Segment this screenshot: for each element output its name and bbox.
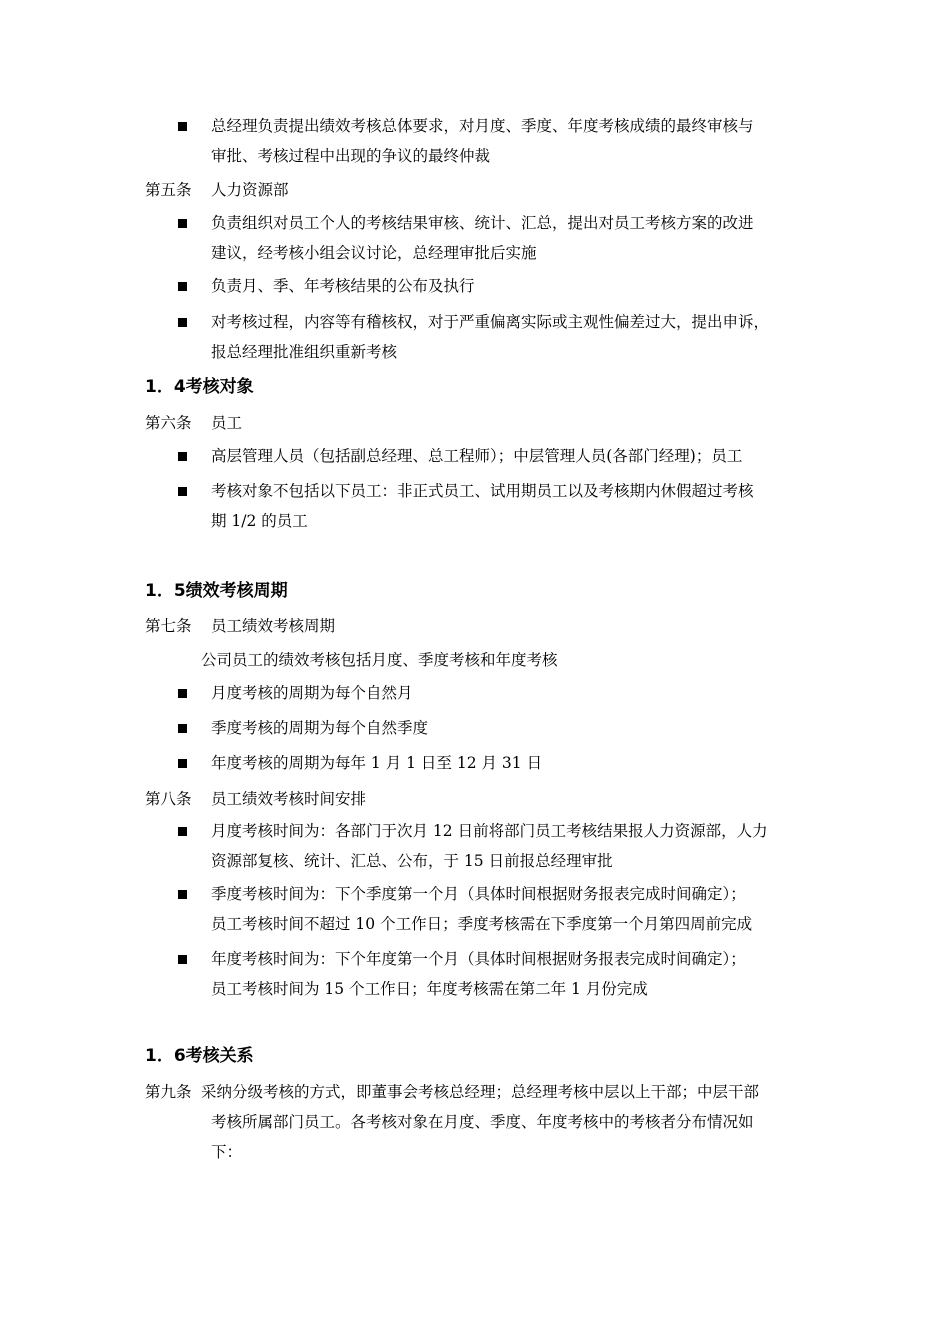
bullet-icon xyxy=(178,827,187,836)
article-label: 第九条 xyxy=(145,1083,192,1101)
paragraph-line: 负责组织对员工个人的考核结果审核、统计、汇总，提出对员工考核方案的改进 xyxy=(211,214,754,232)
paragraph-line: 季度考核的周期为每个自然季度 xyxy=(211,719,429,737)
bullet-icon xyxy=(178,955,187,964)
bullet-icon xyxy=(178,282,187,291)
section-heading: 1．4考核对象 xyxy=(145,377,254,397)
bullet-icon xyxy=(178,487,187,496)
paragraph-line: 对考核过程，内容等有稽核权，对于严重偏离实际或主观性偏差过大，提出申诉， xyxy=(211,313,770,331)
article-title: 员工绩效考核周期 xyxy=(211,617,336,635)
paragraph-line: 期 1/2 的员工 xyxy=(211,512,308,530)
paragraph-line: 员工考核时间为 15 个工作日；年度考核需在第二年 1 月份完成 xyxy=(211,980,648,998)
paragraph-line: 员工考核时间不超过 10 个工作日；季度考核需在下季度第一个月第四周前完成 xyxy=(211,915,753,933)
paragraph-line: 高层管理人员（包括副总经理、总工程师）；中层管理人员(各部门经理)；员工 xyxy=(211,447,743,465)
paragraph-line: 季度考核时间为：下个季度第一个月（具体时间根据财务报表完成时间确定）； xyxy=(211,885,746,903)
paragraph-line: 总经理负责提出绩效考核总体要求，对月度、季度、年度考核成绩的最终审核与 xyxy=(211,117,754,135)
paragraph-line: 月度考核的周期为每个自然月 xyxy=(211,684,413,702)
bullet-icon xyxy=(178,122,187,131)
paragraph-line: 年度考核的周期为每年 1 月 1 日至 12 月 31 日 xyxy=(211,754,543,772)
paragraph-line: 负责月、季、年考核结果的公布及执行 xyxy=(211,277,475,295)
paragraph-line: 月度考核时间为：各部门于次月 12 日前将部门员工考核结果报人力资源部，人力 xyxy=(211,822,768,840)
article-title: 员工 xyxy=(211,414,243,432)
paragraph-line: 报总经理批准组织重新考核 xyxy=(211,343,398,361)
section-heading: 1．6考核关系 xyxy=(145,1046,254,1066)
bullet-icon xyxy=(178,318,187,327)
article-label: 第八条 xyxy=(145,790,192,808)
paragraph-line: 考核对象不包括以下员工：非正式员工、试用期员工以及考核期内休假超过考核 xyxy=(211,482,754,500)
paragraph-line: 公司员工的绩效考核包括月度、季度考核和年度考核 xyxy=(201,651,558,669)
article-title: 员工绩效考核时间安排 xyxy=(211,790,367,808)
bullet-icon xyxy=(178,890,187,899)
bullet-icon xyxy=(178,689,187,698)
paragraph-line: 建议，经考核小组会议讨论，总经理审批后实施 xyxy=(211,244,537,262)
bullet-icon xyxy=(178,724,187,733)
paragraph-line: 资源部复核、统计、汇总、公布，于 15 日前报总经理审批 xyxy=(211,852,613,870)
article-label: 第五条 xyxy=(145,181,192,199)
paragraph-line: 年度考核时间为：下个年度第一个月（具体时间根据财务报表完成时间确定）； xyxy=(211,950,746,968)
article-title: 人力资源部 xyxy=(211,181,289,199)
article-label: 第六条 xyxy=(145,414,192,432)
paragraph-line: 考核所属部门员工。各考核对象在月度、季度、年度考核中的考核者分布情况如 xyxy=(211,1113,754,1131)
paragraph-line: 采纳分级考核的方式，即董事会考核总经理；总经理考核中层以上干部；中层干部 xyxy=(201,1083,760,1101)
bullet-icon xyxy=(178,452,187,461)
article-label: 第七条 xyxy=(145,617,192,635)
bullet-icon xyxy=(178,759,187,768)
bullet-icon xyxy=(178,219,187,228)
paragraph-line: 审批、考核过程中出现的争议的最终仲裁 xyxy=(211,147,491,165)
paragraph-line: 下： xyxy=(211,1143,243,1161)
section-heading: 1．5绩效考核周期 xyxy=(145,581,288,601)
